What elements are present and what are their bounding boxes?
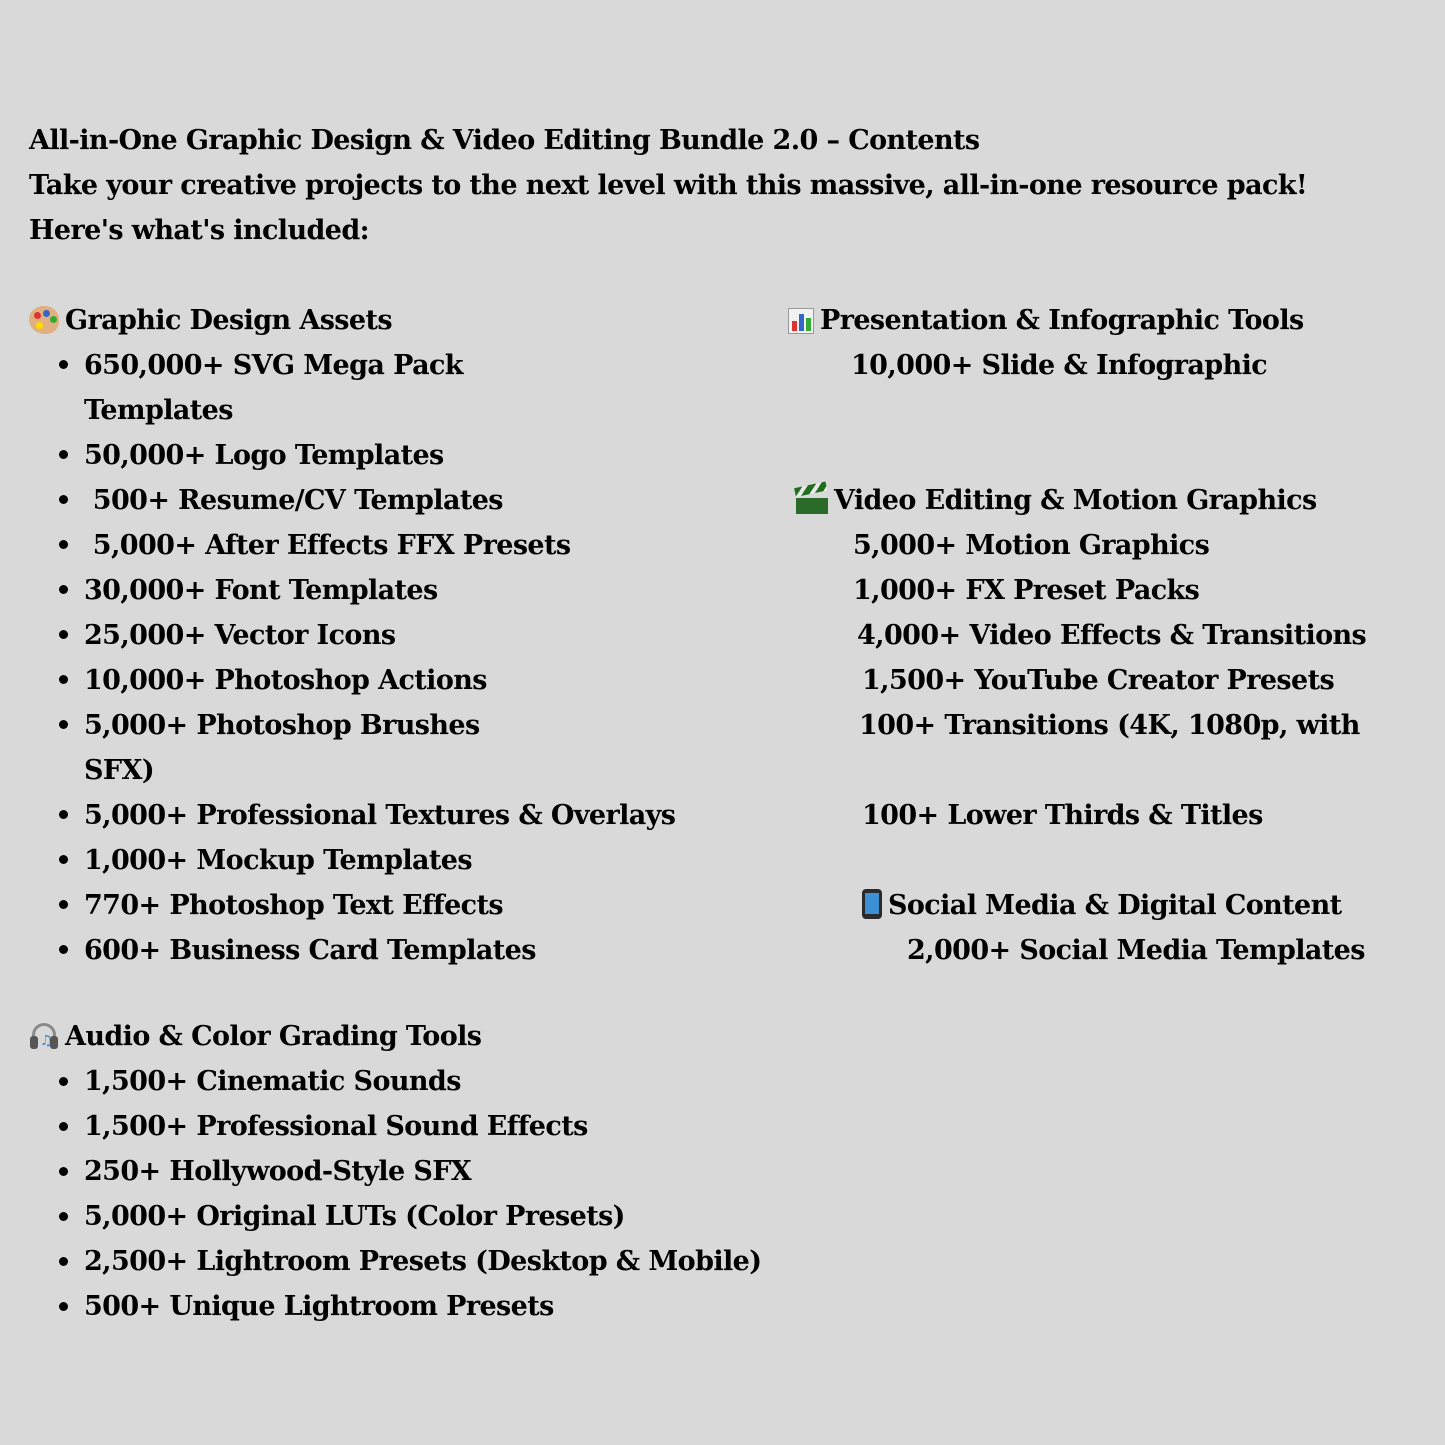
list-item: 600+ Business Card Templates	[84, 935, 536, 966]
list-item: 1,500+ YouTube Creator Presets	[862, 665, 1335, 696]
list-item: 100+ Lower Thirds & Titles	[862, 800, 1263, 831]
bullet	[59, 810, 68, 819]
list-item: 770+ Photoshop Text Effects	[84, 890, 503, 921]
list-item: 500+ Resume/CV Templates	[84, 485, 503, 516]
list-item: 5,000+ After Effects FFX Presets	[84, 530, 571, 561]
headphones-icon: ♫	[29, 1022, 59, 1050]
bullet	[59, 900, 68, 909]
mobile-phone-icon	[862, 889, 882, 919]
list-item: 1,000+ FX Preset Packs	[853, 575, 1200, 606]
list-item: 1,500+ Cinematic Sounds	[84, 1066, 461, 1097]
bullet	[59, 585, 68, 594]
list-item: SFX)	[84, 755, 154, 786]
bullet	[59, 1212, 68, 1221]
bullet	[59, 1257, 68, 1266]
presentation-heading: Presentation & Infographic Tools	[788, 298, 1304, 343]
page-subtitle: Take your creative projects to the next level with this massive, all-in-one resource pack!	[29, 170, 1308, 201]
list-item: 100+ Transitions (4K, 1080p, with	[859, 710, 1360, 741]
bullet	[59, 1167, 68, 1176]
list-item: 10,000+ Photoshop Actions	[84, 665, 487, 696]
graphic-design-heading: Graphic Design Assets	[29, 298, 392, 343]
bullet	[59, 360, 68, 369]
list-item: 2,000+ Social Media Templates	[907, 935, 1365, 966]
list-item: 5,000+ Original LUTs (Color Presets)	[84, 1201, 625, 1232]
list-item: 25,000+ Vector Icons	[84, 620, 396, 651]
list-item: 5,000+ Motion Graphics	[853, 530, 1210, 561]
list-item: 2,500+ Lightroom Presets (Desktop & Mobile)	[84, 1246, 762, 1277]
list-item: 10,000+ Slide & Infographic	[851, 350, 1268, 381]
audio-heading: ♫ Audio & Color Grading Tools	[29, 1014, 481, 1059]
list-item: 4,000+ Video Effects & Transitions	[857, 620, 1367, 651]
list-item: 250+ Hollywood-Style SFX	[84, 1156, 472, 1187]
list-item: 5,000+ Photoshop Brushes	[84, 710, 480, 741]
bullet	[59, 495, 68, 504]
bullet	[59, 1077, 68, 1086]
bullet	[59, 450, 68, 459]
bullet	[59, 1122, 68, 1131]
bullet	[59, 945, 68, 954]
list-item: 500+ Unique Lightroom Presets	[84, 1291, 554, 1322]
bullet	[59, 540, 68, 549]
page-title: All-in-One Graphic Design & Video Editing Bundle 2.0 – Contents	[29, 125, 980, 156]
bullet	[59, 720, 68, 729]
list-item: 5,000+ Professional Textures & Overlays	[84, 800, 676, 831]
bullet	[59, 630, 68, 639]
bar-chart-icon	[788, 308, 814, 334]
bullet	[59, 675, 68, 684]
bullet	[59, 855, 68, 864]
list-item: Templates	[84, 395, 233, 426]
bullet	[59, 1302, 68, 1311]
list-item: 650,000+ SVG Mega Pack	[84, 350, 463, 381]
video-heading: Video Editing & Motion Graphics	[796, 478, 1317, 523]
list-item: 30,000+ Font Templates	[84, 575, 438, 606]
list-item: 1,500+ Professional Sound Effects	[84, 1111, 588, 1142]
social-heading: Social Media & Digital Content	[862, 883, 1342, 928]
list-item: 1,000+ Mockup Templates	[84, 845, 472, 876]
list-item: 50,000+ Logo Templates	[84, 440, 444, 471]
intro-text: Here's what's included:	[29, 215, 369, 246]
clapper-board-icon	[796, 488, 828, 514]
palette-icon	[29, 306, 59, 334]
